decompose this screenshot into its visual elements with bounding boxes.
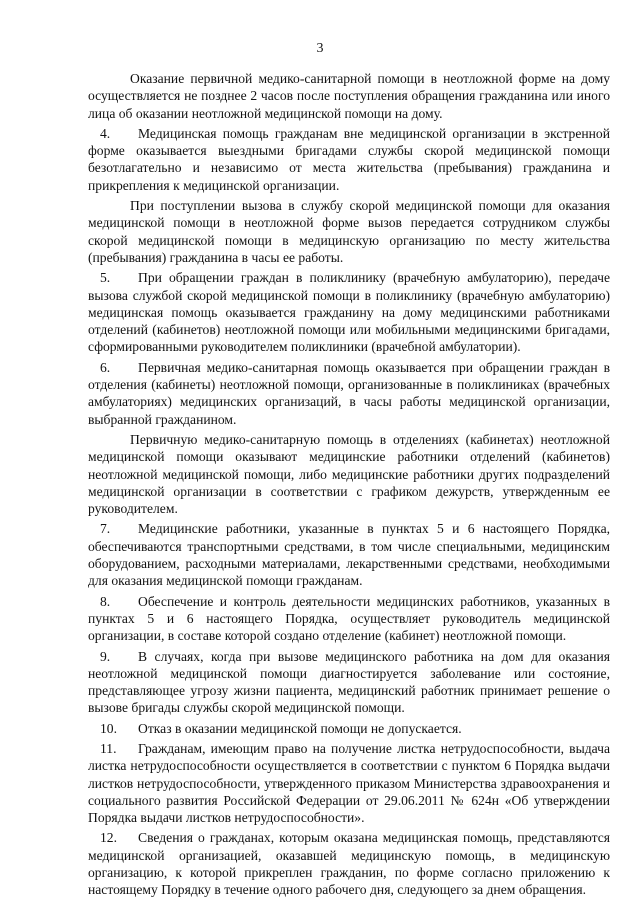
paragraph-number: 4.	[100, 125, 111, 141]
paragraph-number: 5.	[100, 270, 111, 286]
paragraph-12	[88, 829, 610, 898]
paragraph	[88, 431, 610, 517]
paragraph	[88, 197, 610, 266]
paragraph-number: 10.	[100, 720, 117, 736]
paragraph	[88, 70, 610, 122]
paragraph-text: Медицинские работники, указанные в пунктах 5 и 6 настоящего Порядка, обеспечиваются транспортными средствами, в том числе специальными, медицинским оборудованием, расходными материалами, лекарственными средствами, необходимыми для оказания медицинской помощи гражданам.	[88, 521, 610, 589]
paragraph-10	[88, 720, 610, 737]
paragraph-text: При поступлении вызова в службу скорой медицинской помощи для оказания медицинской помощи в неотложной форме вызов передается сотрудником службы скорой медицинской помощи в медицинскую организацию по месту жительства (пребывания) гражданина в часы ее работы.	[88, 198, 610, 265]
paragraph-text: Первичную медико-санитарную помощь в отделениях (кабинетах) неотложной медицинской помощи оказывают медицинские работники отделений (кабинетов) неотложной медицинской помощи, либо медицинские работники других подразделений медицинской организации в соответствии с графиком дежурств, утвержденным ее руководителем.	[88, 431, 610, 517]
paragraph-text: При обращении граждан в поликлинику (врачебную амбулаторию), передаче вызова службой скорой медицинской помощи в поликлинику (врачебную амбулаторию) медицинская помощь оказывается гражданину на дому медицинскими работниками отделений (кабинетов) неотложной помощи или мобильными медицинскими бригадами, сформированными руководителем поликлиники (врачебной амбулатории).	[88, 270, 610, 355]
paragraph-number: 11.	[100, 740, 117, 756]
paragraph-6	[88, 359, 610, 428]
paragraph-number: 9.	[100, 648, 111, 664]
paragraph-5	[88, 269, 610, 355]
paragraph-text: Отказ в оказании медицинской помощи не допускается.	[138, 720, 462, 736]
paragraph-text: Медицинская помощь гражданам вне медицинской организации в экстренной форме оказывается выездными бригадами службы скорой медицинской помощи безотлагательно и независимо от места жительства (пребывания) гражданина и прикрепления к медицинской организации.	[88, 125, 610, 193]
paragraph-text: Оказание первичной медико-санитарной помощи в неотложной форме на дому осуществляется не позднее 2 часов после поступления обращения гражданина или иного лица об оказании неотложной медицинской помощи на дому.	[88, 71, 610, 121]
paragraph-text: В случаях, когда при вызове медицинского работника на дом для оказания неотложной медицинской помощи диагностируется заболевание или состояние, представляющее угрозу жизни пациента, медицинский работник принимает решение о вызове бригады службы скорой медицинской помощи.	[88, 648, 610, 716]
paragraph-8	[88, 593, 610, 645]
paragraph-4	[88, 125, 610, 194]
paragraph-number: 8.	[100, 593, 111, 609]
paragraph-number: 12.	[100, 830, 117, 846]
paragraph-text: Гражданам, имеющим право на получение листка нетрудоспособности, выдача листка нетрудоспособности осуществляется в соответствии с пунктом 6 Порядка выдачи листков нетрудоспособности, утвержденного приказом Министерства здравоохранения и социального развития Российской Федерации от 29.06.2011 № 624н «Об утверждении Порядка выдачи листков нетрудоспособности».	[88, 740, 610, 826]
document-body	[88, 70, 610, 902]
paragraph-text: Обеспечение и контроль деятельности медицинских работников, указанных в пунктах 5 и 6 настоящего Порядка, осуществляет руководитель медицинской организации, в составе которой создано отделение (кабинет) неотложной помощи.	[88, 593, 610, 644]
paragraph-number: 7.	[100, 521, 111, 537]
paragraph-7	[88, 520, 610, 589]
paragraph-number: 6.	[100, 359, 111, 375]
page-number: 3	[316, 41, 324, 56]
paragraph-11	[88, 740, 610, 826]
paragraph-text: Сведения о гражданах, которым оказана медицинская помощь, представляются медицинской организацией, оказавшей медицинскую помощь, в медицинскую организацию, к которой прикреплен гражданин, по форме согласно приложению к настоящему Порядку в течение одного рабочего дня, следующего за днем обращения.	[88, 830, 610, 898]
paragraph-9	[88, 648, 610, 717]
paragraph-text: Первичная медико-санитарная помощь оказывается при обращении граждан в отделения (кабинеты) неотложной помощи, организованные в поликлиниках (врачебных амбулаториях) медицинских организаций, в часы работы медицинской организации, выбранной гражданином.	[88, 359, 610, 427]
